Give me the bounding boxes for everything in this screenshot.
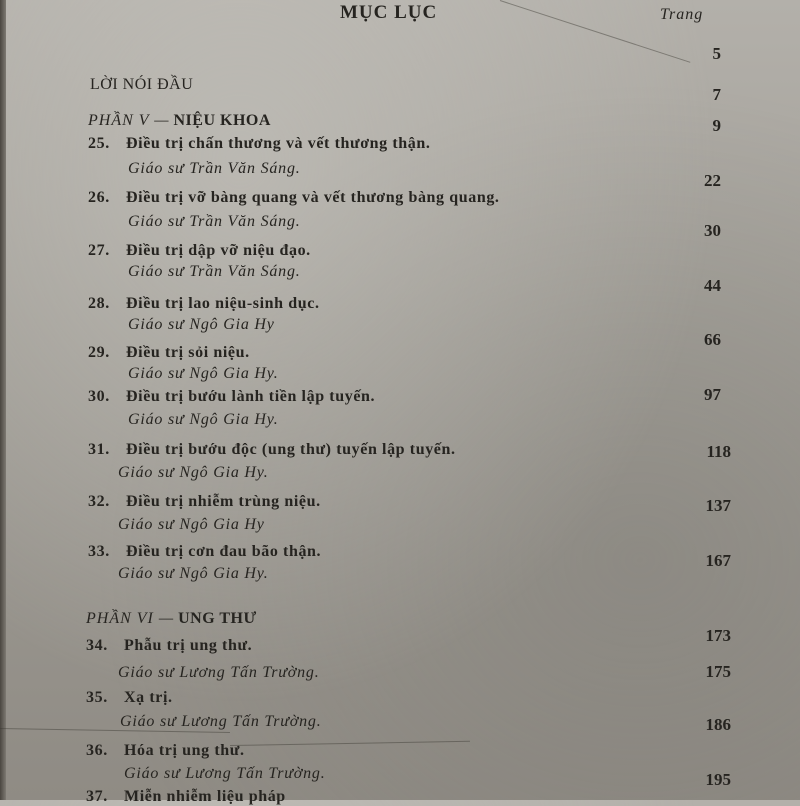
- entry-title: Hóa trị ung thư.: [124, 742, 245, 759]
- toc-entry-35: [86, 689, 173, 707]
- entry-number: 28.: [88, 295, 110, 312]
- entry-number: 29.: [88, 344, 110, 361]
- entry-title: Điều trị bướu lành tiền lập tuyến.: [126, 388, 376, 405]
- part-heading-v: [88, 112, 271, 130]
- entry-title: Điều trị bướu độc (ung thư) tuyến lập tuyến.: [126, 441, 456, 458]
- entry-title: Điều trị sỏi niệu.: [126, 344, 250, 361]
- page-number: 7: [712, 85, 721, 104]
- page-number: 22: [704, 171, 721, 190]
- page-number: 167: [705, 551, 731, 570]
- page-title: MỤC LỤC: [340, 2, 438, 23]
- entry-number: 34.: [86, 637, 108, 654]
- part-prefix: PHẦN VI —: [86, 610, 175, 627]
- entry-number: 25.: [88, 135, 110, 152]
- paper-crease: [230, 741, 470, 746]
- entry-title: Điều trị dập vỡ niệu đạo.: [126, 242, 311, 259]
- entry-author: Giáo sư Lương Tấn Trường.: [118, 664, 320, 681]
- entry-title: Điều trị cơn đau bão thận.: [126, 543, 322, 560]
- toc-entry-37: [86, 788, 286, 806]
- page-column-label: Trang: [660, 6, 704, 23]
- entry-title: Điều trị vỡ bàng quang và vết thương bàng quang.: [126, 189, 500, 206]
- page-number: 30: [704, 221, 721, 240]
- front-matter-preface: LỜI NÓI ĐẦU: [90, 76, 194, 93]
- toc-entry-30: [88, 388, 375, 406]
- page-number: 186: [705, 715, 731, 734]
- entry-title: Miễn nhiễm liệu pháp: [124, 788, 286, 805]
- entry-author: Giáo sư Ngô Gia Hy: [118, 516, 265, 533]
- entry-author: Giáo sư Trần Văn Sáng.: [128, 160, 301, 177]
- entry-author: Giáo sư Ngô Gia Hy.: [118, 565, 269, 582]
- toc-entry-34: [86, 637, 252, 655]
- page-number: 5: [712, 44, 721, 63]
- page-number: 97: [704, 385, 721, 404]
- entry-title: Phẫu trị ung thư.: [124, 637, 253, 654]
- entry-number: 33.: [88, 543, 110, 560]
- part-name: NIỆU KHOA: [173, 112, 271, 129]
- entry-number: 30.: [88, 388, 110, 405]
- page-number: 175: [705, 662, 731, 681]
- entry-author: Giáo sư Ngô Gia Hy.: [128, 365, 279, 382]
- entry-author: Giáo sư Lương Tấn Trường.: [120, 713, 322, 730]
- entry-title: Điều trị lao niệu-sinh dục.: [126, 295, 320, 312]
- toc-entry-36: [86, 742, 245, 760]
- part-heading-vi: [86, 610, 257, 628]
- toc-entry-33: [88, 543, 321, 561]
- toc-entry-32: [88, 493, 321, 511]
- entry-author: Giáo sư Trần Văn Sáng.: [128, 263, 301, 280]
- entry-number: 36.: [86, 742, 108, 759]
- page-number: 66: [704, 330, 721, 349]
- entry-number: 27.: [88, 242, 110, 259]
- entry-number: 32.: [88, 493, 110, 510]
- page-number: 137: [705, 496, 731, 515]
- toc-entry-26: [88, 189, 500, 207]
- entry-title: Xạ trị.: [124, 689, 173, 706]
- entry-author: Giáo sư Lương Tấn Trường.: [124, 765, 326, 782]
- entry-number: 31.: [88, 441, 110, 458]
- page-number: 195: [705, 770, 731, 789]
- toc-entry-31: [88, 441, 456, 459]
- toc-entry-27: [88, 242, 311, 260]
- entry-author: Giáo sư Ngô Gia Hy.: [128, 411, 279, 428]
- entry-number: 37.: [86, 788, 108, 805]
- entry-author: Giáo sư Trần Văn Sáng.: [128, 213, 301, 230]
- toc-entry-29: [88, 344, 250, 362]
- entry-title: Điều trị nhiễm trùng niệu.: [126, 493, 321, 510]
- entry-number: 26.: [88, 189, 110, 206]
- part-prefix: PHẦN V —: [88, 112, 170, 129]
- entry-number: 35.: [86, 689, 108, 706]
- page-number: 44: [704, 276, 721, 295]
- page-number: 118: [706, 442, 731, 461]
- toc-entry-25: [88, 135, 431, 153]
- entry-title: Điều trị chấn thương và vết thương thận.: [126, 135, 431, 152]
- page-number: 173: [705, 626, 731, 645]
- entry-author: Giáo sư Ngô Gia Hy.: [118, 464, 269, 481]
- entry-author: Giáo sư Ngô Gia Hy: [128, 316, 275, 333]
- part-name: UNG THƯ: [178, 610, 257, 627]
- page-number: 9: [712, 116, 721, 135]
- toc-entry-28: [88, 295, 320, 313]
